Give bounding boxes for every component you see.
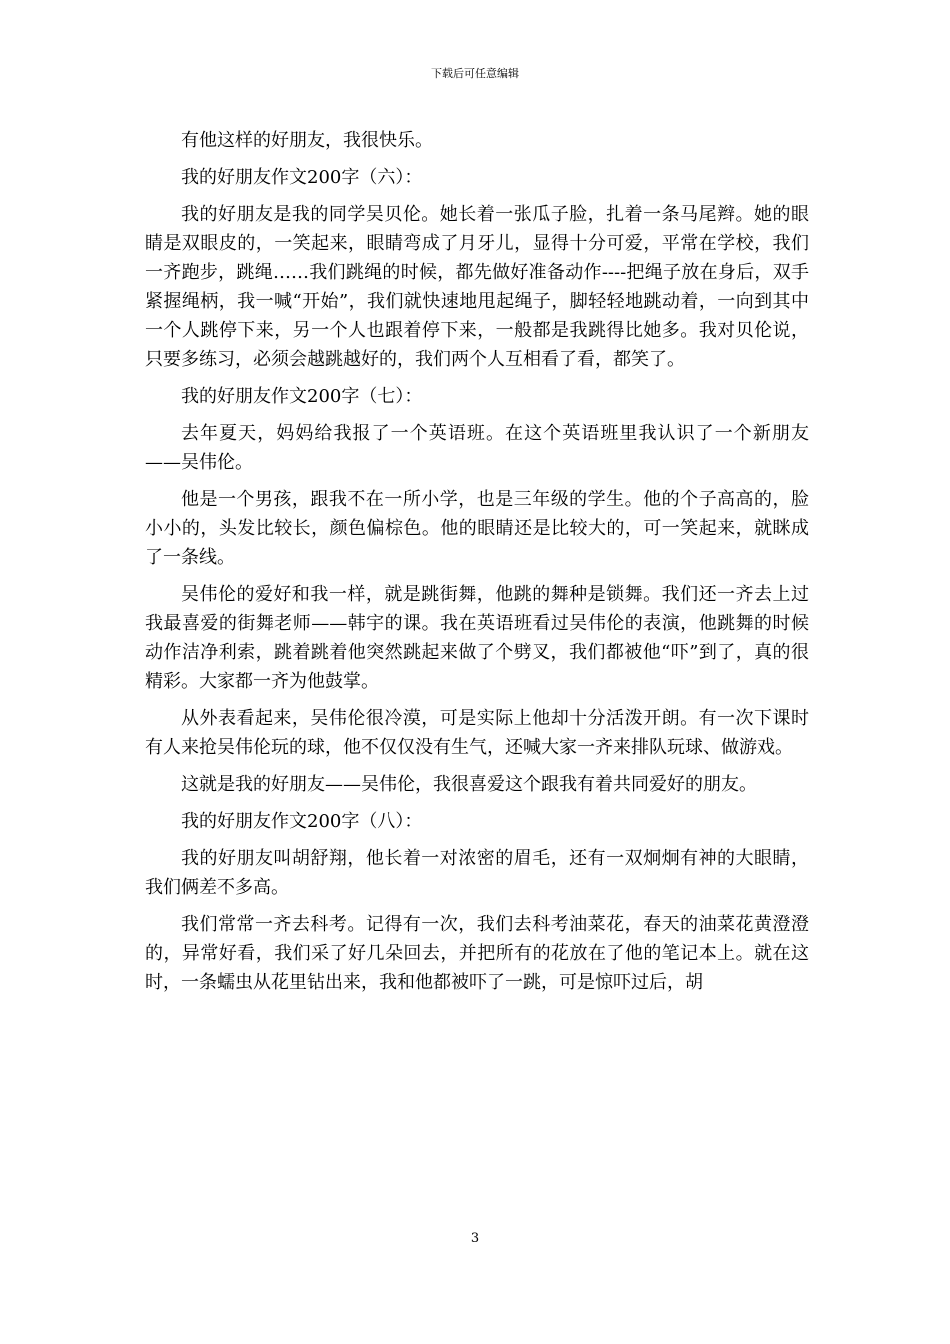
paragraph: 我的好朋友是我的同学吴贝伦。她长着一张瓜子脸，扎着一条马尾辫。她的眼睛是双眼皮的，一笑起来，眼睛弯成了月牙儿，显得十分可爱，平常在学校，我们一齐跑步，跳绳……我们跳绳的时候，都先做好准备动作----把绳子放在身后，双手紧握绳柄，我一喊“开始”，我们就快速地甩起绳子，脚轻轻地跳动着，一向到其中一个人跳停下来，另一个人也跟着停下来，一般都是我跳得比她多。我对贝伦说，只要多练习，必须会越跳越好的，我们两个人互相看了看，都笑了。 [145,204,809,370]
paragraph: 这就是我的好朋友——吴伟伦，我很喜爱这个跟我有着共同爱好的朋友。 [181,774,757,795]
page-number: 3 [470,1231,480,1246]
section-heading: 我的好朋友作文200字（六）： [181,167,423,188]
document-body [145,126,809,1005]
section-heading: 我的好朋友作文200字（七）： [181,386,423,407]
paragraph: 我们常常一齐去科考。记得有一次，我们去科考油菜花，春天的油菜花黄澄澄的，异常好看，我们采了好几朵回去，并把所有的花放在了他的笔记本上。就在这时，一条蠕虫从花里钻出来，我和他都被吓了一跳，可是惊吓过后，胡 [145,914,809,993]
section-heading: 我的好朋友作文200字（八）： [181,811,423,832]
paragraph: 有他这样的好朋友，我很快乐。 [181,130,433,151]
paragraph: 吴伟伦的爱好和我一样，就是跳街舞，他跳的舞种是锁舞。我们还一齐去上过我最喜爱的街舞老师——韩宇的课。我在英语班看过吴伟伦的表演，他跳舞的时候动作洁净利索，跳着跳着他突然跳起来做了个劈叉，我们都被他“吓”到了，真的很精彩。大家都一齐为他鼓掌。 [145,584,809,692]
page-header: 下载后可任意编辑 [431,67,519,80]
paragraph: 我的好朋友叫胡舒翔，他长着一对浓密的眉毛，还有一双炯炯有神的大眼睛，我们俩差不多高。 [145,848,809,898]
paragraph: 去年夏天，妈妈给我报了一个英语班。在这个英语班里我认识了一个新朋友——吴伟伦。 [145,423,809,473]
paragraph: 从外表看起来，吴伟伦很冷漠，可是实际上他却十分活泼开朗。有一次下课时有人来抢吴伟伦玩的球，他不仅仅没有生气，还喊大家一齐来排队玩球、做游戏。 [145,708,809,758]
paragraph: 他是一个男孩，跟我不在一所小学，也是三年级的学生。他的个子高高的，脸小小的，头发比较长，颜色偏棕色。他的眼睛还是比较大的，可一笑起来，就眯成了一条线。 [145,489,809,568]
